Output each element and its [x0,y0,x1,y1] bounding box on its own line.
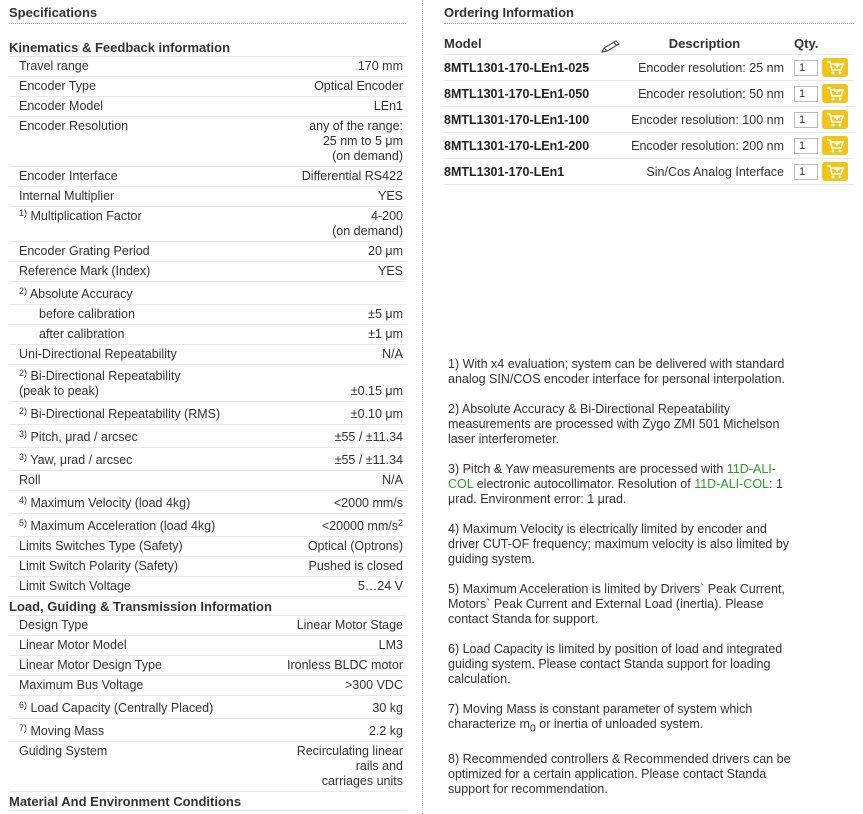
subscript: 0 [529,723,536,735]
spec-row [9,242,406,262]
spec-label [19,287,403,302]
spec-label [19,119,309,134]
spec-label [19,369,351,399]
spec-row [9,676,406,696]
footnote-text: 6) Load Capacity is limited by position of load and integrated guiding system. Please contact Standa support for loading calculation. [448,642,783,686]
ordering-title: Ordering Information [444,0,854,24]
spec-row [9,656,406,676]
spec-label [19,430,335,445]
spec-label [19,307,368,322]
footnote-ref: 6) [19,700,28,710]
order-description: Encoder resolution: 100 nm [619,107,790,133]
cart-icon [826,138,844,153]
section-heading: Kinematics & Feedback information [9,38,406,57]
order-model: 8MTL1301-170-LEn1-200 [444,133,619,159]
spec-row [9,207,406,242]
ordering-table [444,34,854,185]
spec-label [19,579,358,594]
specifications-body [9,38,406,811]
spec-label [19,264,378,279]
footnote-ref: 2) [19,286,28,296]
cart-icon [826,60,844,75]
product-link[interactable]: 11D-ALI-COL [694,477,769,491]
order-model: 8MTL1301-170-LEn1-050 [444,81,619,107]
spec-row [9,117,406,167]
spec-label [19,189,378,204]
spec-label [19,678,345,693]
spec-row [9,577,406,597]
order-model: 8MTL1301-170-LEn1-100 [444,107,619,133]
value-superscript: 2 [397,518,403,528]
spec-row [9,537,406,557]
spec-label-text: Uni-Directional Repeatability [19,347,177,361]
spec-label [19,618,297,633]
footnote-ref: 3) [19,452,28,462]
footnote-ref: 4) [19,495,28,505]
spec-value: Recirculating linear rails and carriages units [296,744,403,788]
spec-label [19,519,322,534]
spec-label-text: Encoder Type [19,79,96,93]
spec-row [9,402,406,425]
spec-label-text: Yaw, μrad / arcsec [30,453,133,467]
spec-value: Ironless BLDC motor [286,658,403,672]
spec-row [9,557,406,577]
order-description: Encoder resolution: 25 nm [619,55,790,81]
spec-value: ±0.15 μm [350,384,403,398]
order-qty-cell [790,107,854,133]
spec-label-text: after calibration [39,327,125,341]
spec-row [9,425,406,448]
order-description: Sin/Cos Analog Interface [619,159,790,185]
spec-label-text: Limits Switches Type (Safety) [19,539,183,553]
spec-label [19,744,297,759]
footnote-ref: 3) [19,429,28,439]
add-to-cart-button[interactable] [822,58,848,77]
footnote-ref: 5) [19,518,28,528]
order-qty-cell [790,159,854,185]
spec-label-text: Reference Mark (Index) [19,264,151,278]
spec-row [9,742,406,792]
quantity-input[interactable]: 1 [794,60,818,76]
order-qty-cell [790,81,854,107]
spec-label [19,407,351,422]
order-row [444,55,854,81]
footnote [448,582,793,627]
quantity-input[interactable]: 1 [794,112,818,128]
spec-value: Optical (Optrons) [307,539,403,553]
spec-value: ±55 / ±11.34 [334,453,403,467]
spec-row [9,636,406,656]
spec-label [19,658,287,673]
spec-label [19,724,369,739]
footnote-text: 8) Recommended controllers & Recommended drivers can be optimized for a certain application. Please contact Standa support for recommendation. [448,751,791,796]
footnote [448,702,793,737]
spec-value: N/A [382,473,403,487]
spec-value: 2.2 kg [368,724,403,738]
spec-label-text: Internal Multiplier [19,189,115,203]
spec-row [9,514,406,537]
footnote-text: or inertia of unloaded system. [535,717,704,731]
spec-label [19,99,374,114]
spec-label [19,59,358,74]
add-to-cart-button[interactable] [822,162,848,181]
spec-value: Pushed is closed [308,559,403,573]
order-description: Encoder resolution: 50 nm [619,81,790,107]
order-model: 8MTL1301-170-LEn1 [444,159,619,185]
order-row [444,133,854,159]
spec-label [19,638,379,653]
column-divider [422,0,423,814]
spec-label-text: Limit Switch Voltage [19,579,131,593]
footnote [448,357,793,387]
footnote [448,462,793,507]
spec-value: LM3 [378,638,403,652]
spec-row [9,97,406,117]
spec-value: 30 kg [372,701,403,715]
spec-label-text: Maximum Acceleration (load 4kg) [30,519,216,533]
spec-label [19,244,368,259]
order-description: Encoder resolution: 200 nm [619,133,790,159]
spec-value: 4-200 (on demand) [332,209,403,238]
spec-value: <2000 mm/s [333,496,403,510]
spec-row [9,325,406,345]
section-heading: Load, Guiding & Transmission Information [9,597,406,616]
spec-label-text: Encoder Resolution [19,119,129,133]
spec-row [9,262,406,282]
spec-label-text: (peak to peak) [19,384,99,398]
spec-row [9,57,406,77]
spec-value: YES [377,264,403,278]
model-header: Model [444,34,619,55]
footnote-ref: 7) [19,723,28,733]
spec-row [9,282,406,305]
spec-row [9,167,406,187]
order-row [444,159,854,185]
footnote-ref: 1) [19,208,28,218]
spec-label-text: Roll [19,473,41,487]
section-heading: Material And Environment Conditions [9,792,406,811]
spec-row [9,696,406,719]
spec-label-text: Pitch, μrad / arcsec [30,430,138,444]
order-qty-cell [790,55,854,81]
spec-label-text: Bi-Directional Repeatability [30,369,181,383]
footnotes [448,357,793,812]
footnote-ref: 2) [19,406,28,416]
cart-icon [826,112,844,127]
spec-label-text: Linear Motor Design Type [19,658,162,672]
order-row [444,81,854,107]
spec-row [9,616,406,636]
spec-value: any of the range: 25 nm to 5 μm (on demand) [309,119,403,163]
footnote-text: 3) Pitch & Yaw measurements are processed with [448,462,727,476]
spec-label-text: Travel range [19,59,89,73]
spec-row [9,719,406,742]
spec-value: >300 VDC [344,678,403,692]
ordering-header-row [444,34,854,55]
spec-label-text: Encoder Grating Period [19,244,150,258]
footnote-text: 5) Maximum Acceleration is limited by Drivers` Peak Current, Motors` Peak Current and External Load (inertia). Please contact Standa for support. [448,582,785,626]
spec-label [19,79,314,94]
specifications-panel [9,0,406,811]
spec-row [9,187,406,207]
spec-value: ±0.10 μm [350,407,403,421]
quantity-input[interactable]: 1 [794,86,818,102]
add-to-cart-button[interactable] [822,136,848,155]
spec-label-text: Maximum Bus Voltage [19,678,144,692]
spec-row [9,471,406,491]
spec-label-text: Moving Mass [30,724,105,738]
spec-label [19,453,335,468]
cart-icon [826,86,844,101]
spec-label-text: Design Type [19,618,89,632]
order-model: 8MTL1301-170-LEn1-025 [444,55,619,81]
spec-label-text: Absolute Accuracy [29,287,133,301]
specifications-title: Specifications [9,0,406,24]
spec-label-text: Limit Switch Polarity (Safety) [19,559,179,573]
spec-value: 5…24 V [357,579,403,593]
spec-value: N/A [382,347,403,361]
footnote-text: 4) Maximum Velocity is electrically limited by encoder and driver CUT-OF frequency; maximum velocity is also limited by guiding system. [448,522,790,566]
footnote-text: 1) With x4 evaluation; system can be delivered with standard analog SIN/COS encoder interface for personal interpolation. [448,357,785,386]
spec-value: ±1 μm [368,327,403,341]
quantity-input[interactable]: 1 [794,138,818,154]
spec-label-text: Encoder Model [19,99,104,113]
spec-value: 170 mm [357,59,403,73]
spec-label [19,473,382,488]
qty-header: Qty. [790,34,854,55]
spec-value: Differential RS422 [301,169,403,183]
spec-value: Optical Encoder [314,79,403,93]
footnote-text: electronic autocollimator. Resolution of [473,477,695,491]
spec-label-text: Guiding System [19,744,108,758]
pencil-icon[interactable] [600,40,622,57]
footnote [448,752,793,797]
spec-row [9,77,406,97]
ordering-panel [444,0,854,185]
footnote-text: 7) Moving Mass is constant parameter of system which characterize m [448,702,753,731]
spec-label [19,169,302,184]
cart-icon [826,164,844,179]
spec-row [9,365,406,402]
spec-label-text: Load Capacity (Centrally Placed) [30,701,214,715]
quantity-input[interactable]: 1 [794,164,818,180]
spec-value: LEn1 [373,99,403,113]
spec-row [9,345,406,365]
add-to-cart-button[interactable] [822,84,848,103]
footnote-text: : 1 μrad. Environment error: 1 μrad. [448,477,783,506]
spec-label-text: before calibration [39,307,135,321]
spec-value: YES [377,189,403,203]
order-row [444,107,854,133]
footnote-ref: 2) [19,368,28,378]
spec-label-text: Bi-Directional Repeatability (RMS) [30,407,221,421]
spec-label [19,327,368,342]
description-header: Description [619,34,790,55]
spec-label-text: Multiplication Factor [30,209,142,223]
spec-label-text: Maximum Velocity (load 4kg) [30,496,191,510]
add-to-cart-button[interactable] [822,110,848,129]
product-link[interactable]: 11D-ALI-COL [448,462,776,491]
spec-label [19,559,308,574]
footnote [448,522,793,567]
footnote-text: 2) Absolute Accuracy & Bi-Directional Repeatability measurements are processed with Zygo ZMI 501 Michelson laser interferometer. [448,402,780,446]
spec-value: ±5 μm [368,307,403,321]
spec-row [9,448,406,471]
spec-label [19,209,332,224]
spec-label-text: Encoder Interface [19,169,118,183]
spec-row [9,305,406,325]
spec-label [19,496,334,511]
spec-value: 20 μm [368,244,403,258]
spec-label [19,347,382,362]
order-qty-cell [790,133,854,159]
footnote [448,402,793,447]
footnote [448,642,793,687]
spec-row [9,491,406,514]
spec-value: Linear Motor Stage [296,618,403,632]
spec-label-text: Linear Motor Model [19,638,127,652]
spec-label [19,701,372,716]
spec-value: <20000 $mm/s^2$ [321,518,403,533]
spec-value: ±55 / ±11.34 [334,430,403,444]
spec-label [19,539,308,554]
